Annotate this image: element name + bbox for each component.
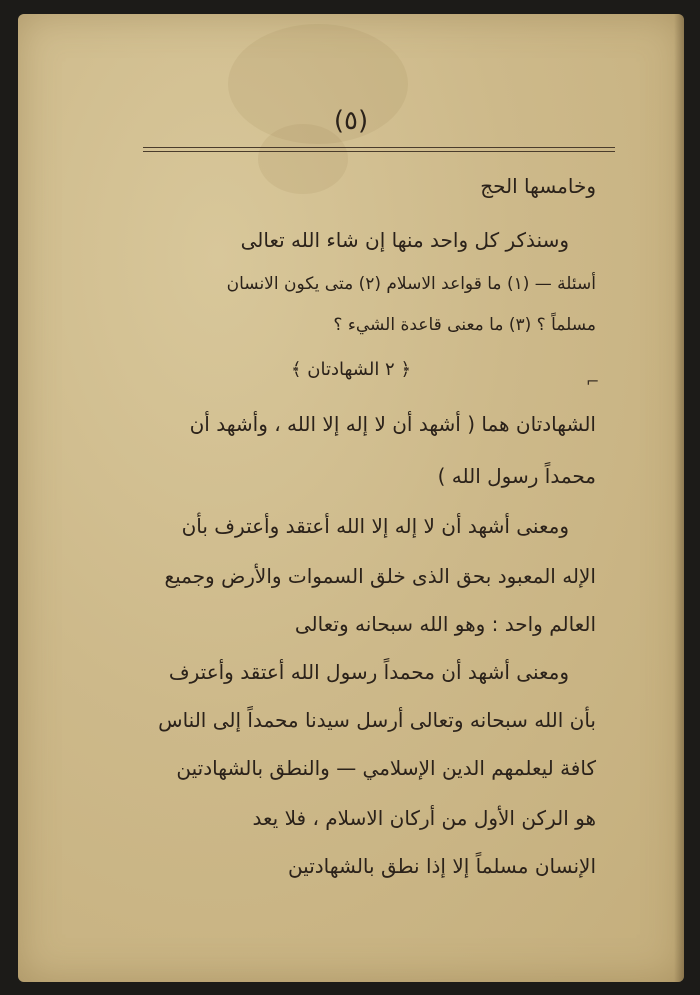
page-spine-shadow bbox=[674, 14, 684, 982]
text-line: الإله المعبود بحق الذى خلق السموات والأرض وجميع bbox=[164, 564, 596, 588]
book-page bbox=[18, 14, 684, 982]
page-number: (٥) bbox=[333, 106, 369, 136]
section-heading: ﴿ ٢ الشهادتان ﴾ bbox=[291, 359, 411, 380]
header-rule-top bbox=[143, 147, 615, 148]
questions-line: مسلماً ؟ (٣) ما معنى قاعدة الشيء ؟ bbox=[333, 315, 596, 335]
text-line: محمداً رسول الله ) bbox=[437, 464, 596, 488]
questions-line: أسئلة — (١) ما قواعد الاسلام (٢) متى يكون الانسان bbox=[226, 274, 596, 294]
header-rule-bottom bbox=[143, 151, 615, 152]
text-line: ومعنى أشهد أن محمداً رسول الله أعتقد وأعترف bbox=[168, 660, 569, 684]
text-line: كافة ليعلمهم الدين الإسلامي — والنطق بالشهادتين bbox=[176, 756, 596, 780]
pen-mark: ⌐ bbox=[586, 372, 600, 391]
text-line: وسنذكر كل واحد منها إن شاء الله تعالى bbox=[240, 228, 569, 252]
text-line: ومعنى أشهد أن لا إله إلا الله أعتقد وأعترف بأن bbox=[181, 514, 569, 538]
text-line: وخامسها الحج bbox=[480, 174, 596, 198]
text-line: الإنسان مسلماً إلا إذا نطق بالشهادتين bbox=[287, 854, 596, 878]
text-line: بأن الله سبحانه وتعالى أرسل سيدنا محمداً إلى الناس bbox=[158, 708, 596, 732]
text-line: هو الركن الأول من أركان الاسلام ، فلا يعد bbox=[252, 806, 596, 830]
text-line: العالم واحد : وهو الله سبحانه وتعالى bbox=[294, 612, 596, 636]
text-line: الشهادتان هما ( أشهد أن لا إله إلا الله ، وأشهد أن bbox=[189, 412, 596, 436]
